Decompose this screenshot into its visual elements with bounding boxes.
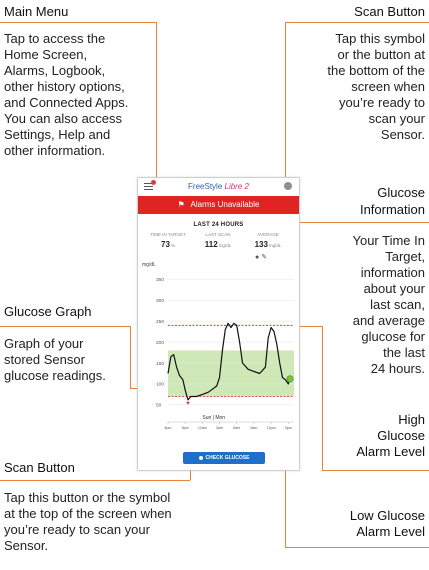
app-title-accent: Libre 2 xyxy=(224,182,249,191)
x-tick-label: 12pm xyxy=(266,426,276,430)
y-axis-label: mg/dL xyxy=(142,262,156,268)
glucose-graph-rule xyxy=(0,326,130,327)
stat-label-time-in-target: TIME IN TARGET xyxy=(150,232,186,237)
stat-value-last-scan: 112 xyxy=(204,240,218,249)
stat-last-scan xyxy=(193,240,243,249)
low-glucose-marker xyxy=(186,402,190,405)
stat-unit-last-scan: mg/dL xyxy=(218,243,232,248)
x-tick-label: 9am xyxy=(250,426,258,430)
scan-button-top-leader xyxy=(285,22,286,183)
high-alarm-rule-end xyxy=(322,470,429,471)
scan-button-top-rule xyxy=(285,22,429,23)
y-tick-label: 100 xyxy=(156,382,165,388)
x-tick-label: 6am xyxy=(233,426,241,430)
x-tick-label: 3pm xyxy=(284,426,292,430)
phone-screen xyxy=(137,177,300,471)
glucose-graph-description: Graph of your stored Sensor glucose readings. xyxy=(4,336,106,383)
stat-value-average: 133 xyxy=(254,240,268,249)
x-tick-label: 9pm xyxy=(181,426,189,430)
stat-time-in-target xyxy=(143,240,193,249)
app-header xyxy=(138,178,299,196)
alarm-banner[interactable] xyxy=(138,196,299,214)
high-alarm-title: High Glucose Alarm Level xyxy=(356,412,425,459)
high-alarm-rule xyxy=(298,326,322,327)
apple-icon: ● xyxy=(255,254,260,261)
x-tick-label: 3am xyxy=(216,426,224,430)
stat-unit-time-in-target: % xyxy=(170,243,175,248)
check-glucose-label: CHECK GLUCOSE xyxy=(205,455,250,461)
period-label: LAST 24 HOURS xyxy=(193,222,244,228)
sensor-scan-icon[interactable] xyxy=(284,182,292,190)
y-tick-label: 350 xyxy=(156,278,165,284)
y-tick-label: 200 xyxy=(156,340,165,346)
scan-button-bottom-description: Tap this button or the symbol at the top of the screen when you’re ready to scan your Sensor. xyxy=(4,490,172,553)
scan-button-top-description: Tap this symbol or the button at the bottom of the screen when you’re ready to scan your Sensor. xyxy=(327,31,425,142)
stat-value-time-in-target: 73 xyxy=(161,240,170,249)
app-title xyxy=(138,182,299,191)
y-tick-label: 300 xyxy=(156,299,165,305)
stat-label-average: AVERAGE xyxy=(257,232,279,237)
x-tick-label: 12am xyxy=(197,426,207,430)
stat-unit-average: mg/dL xyxy=(268,243,282,248)
y-tick-label: 50 xyxy=(156,403,162,409)
y-tick-label: 250 xyxy=(156,319,165,325)
glucose-information-description: Your Time In Target, information about your last scan, and average glucose for the last 24 hours. xyxy=(352,233,425,376)
alarm-banner-label: Alarms Unavailable xyxy=(190,200,260,209)
y-tick-label: 150 xyxy=(156,361,165,367)
stat-label-last-scan: LAST SCAN xyxy=(205,232,231,237)
main-menu-description: Tap to access the Home Screen, Alarms, Logbook, other history options, and Connected Apps. You can also access Settings, Help and other information. xyxy=(4,31,129,158)
main-menu-leader xyxy=(156,22,157,183)
main-menu-rule xyxy=(0,22,156,23)
check-glucose-button[interactable] xyxy=(183,452,265,464)
x-tick-label: 6pm xyxy=(164,426,172,430)
stat-average xyxy=(243,240,293,249)
current-glucose-point xyxy=(287,376,293,382)
low-alarm-title: Low Glucose Alarm Level xyxy=(349,508,425,539)
scan-button-bottom-title: Scan Button xyxy=(4,460,75,475)
glucose-graph-title: Glucose Graph xyxy=(4,304,92,319)
x-axis-day-label: Sun | Mon xyxy=(202,415,226,421)
pen-icon: ✎ xyxy=(261,254,268,261)
app-title-brand: FreeStyle xyxy=(188,182,223,191)
glucose-graph-leader xyxy=(130,326,131,388)
main-menu-title: Main Menu xyxy=(4,4,69,19)
scan-button-icon xyxy=(199,456,203,460)
scan-button-bottom-rule xyxy=(0,480,190,481)
glucose-information-title: Glucose Information xyxy=(359,185,425,217)
glucose-graph xyxy=(138,260,299,448)
high-alarm-leader xyxy=(322,326,323,470)
bell-icon: ⚑ xyxy=(177,200,185,209)
low-alarm-rule xyxy=(285,547,429,548)
scan-button-top-title: Scan Button xyxy=(354,4,425,19)
target-range-band xyxy=(168,350,294,396)
